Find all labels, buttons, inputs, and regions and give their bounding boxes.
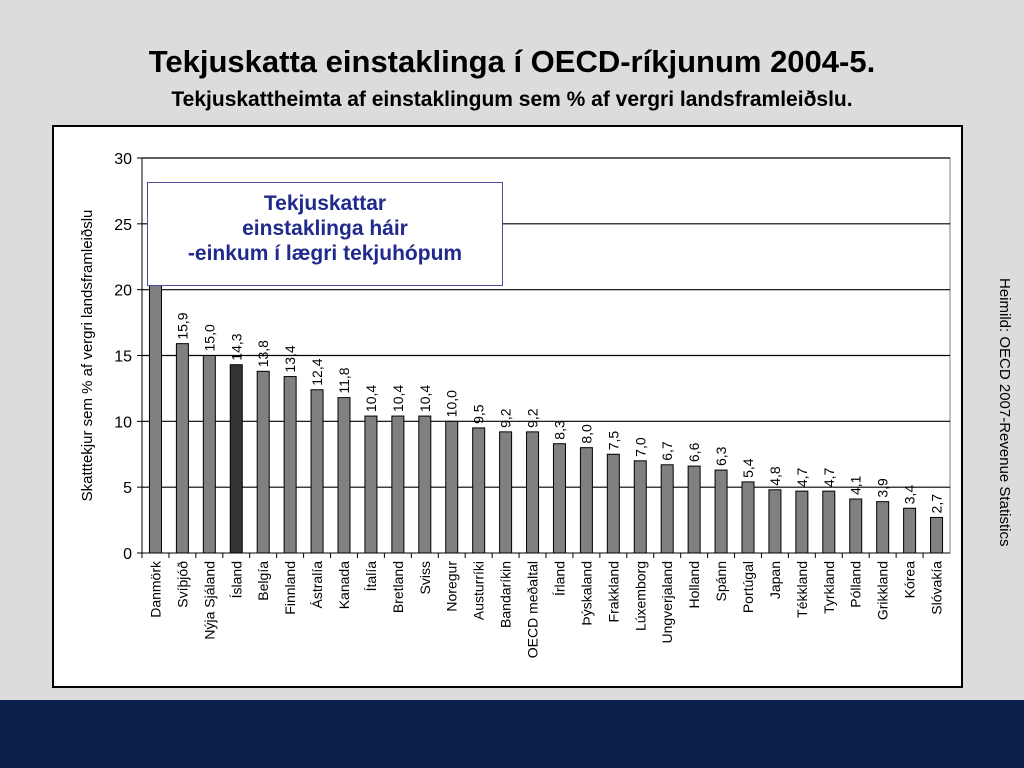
y-tick-label: 5 — [123, 480, 132, 498]
data-label: 4,7 — [793, 467, 810, 488]
bar — [527, 432, 539, 553]
bar — [365, 416, 377, 553]
callout-line-3: -einkum í lægri tekjuhópum — [187, 242, 463, 265]
x-tick-label: Belgía — [255, 561, 272, 601]
data-label: 3,4 — [901, 484, 918, 505]
bar — [769, 490, 781, 553]
data-label: 4,8 — [766, 466, 783, 486]
y-axis-label: Skatttekjur sem % af vergri landsframleiðslu — [79, 209, 96, 502]
data-label: 15,9 — [174, 312, 191, 340]
data-label: 12,4 — [309, 358, 326, 386]
bar — [607, 454, 619, 553]
slide-title: Tekjuskatta einstaklinga í OECD-ríkjunum 2004-5. — [148, 44, 876, 79]
data-label: 8,0 — [578, 424, 595, 444]
x-tick-label: OECD meðaltal — [524, 561, 541, 659]
bar — [392, 416, 404, 553]
data-label: 13,4 — [282, 345, 299, 373]
x-tick-label: Bandaríkin — [497, 561, 514, 628]
source-note — [995, 278, 1015, 588]
y-tick-label: 25 — [114, 216, 132, 234]
bar — [877, 502, 889, 553]
x-tick-label: Finnland — [282, 561, 299, 615]
x-tick-label: Svíþjóð — [174, 561, 191, 608]
x-tick-label: Kórea — [901, 561, 918, 599]
data-label: 11,8 — [336, 367, 352, 394]
x-tick-label: Lúxemborg — [632, 561, 649, 632]
x-tick-label: Tékkland — [793, 561, 810, 618]
data-label: 4,7 — [820, 467, 837, 488]
data-label: 10,4 — [416, 384, 433, 413]
data-label: 10,0 — [443, 390, 460, 418]
data-label: 15,0 — [201, 324, 218, 352]
data-label: 6,6 — [686, 442, 703, 463]
data-label: 5,4 — [740, 458, 756, 478]
y-tick-label: 30 — [114, 151, 132, 168]
bar — [311, 390, 323, 553]
data-label: 9,2 — [497, 408, 514, 428]
x-tick-label: Holland — [686, 561, 703, 609]
y-tick-label: 0 — [123, 546, 132, 563]
x-tick-label: Sviss — [416, 561, 433, 595]
bar — [904, 508, 916, 553]
bar — [176, 344, 188, 553]
data-label: 6,7 — [659, 441, 676, 461]
bar — [338, 398, 350, 553]
y-tick-label: 10 — [114, 414, 132, 432]
bar — [284, 377, 296, 553]
x-tick-label: Portúgal — [740, 561, 756, 614]
x-tick-label: Ísland — [228, 561, 245, 599]
slide-subtitle: Tekjuskattheimta af einstaklingum sem % af vergri landsframleiðslu. — [171, 88, 853, 111]
data-label: 9,5 — [470, 404, 487, 424]
bar — [203, 356, 215, 554]
bar — [661, 465, 673, 553]
x-tick-label: Tyrkland — [820, 561, 837, 614]
x-tick-label: Danmörk — [147, 561, 164, 618]
x-tick-label: Pólland — [847, 561, 864, 608]
x-tick-label: Írland — [551, 561, 568, 597]
callout-line-1: Tekjuskattar — [263, 192, 387, 215]
bar — [823, 491, 835, 553]
data-label: 3,9 — [874, 478, 891, 498]
x-tick-label: Þýskaland — [578, 561, 595, 626]
x-tick-label: Japan — [766, 561, 783, 600]
data-label: 4,1 — [847, 475, 864, 496]
bar — [230, 365, 242, 553]
x-tick-label: Grikkland — [874, 561, 891, 621]
data-label: 6,3 — [713, 446, 730, 467]
footer-band — [0, 700, 1024, 768]
x-tick-label: Austurríki — [470, 561, 487, 621]
bar — [688, 466, 700, 553]
data-label: 10,4 — [389, 384, 406, 413]
bar — [931, 517, 943, 553]
y-tick-label: 20 — [114, 282, 132, 300]
x-tick-label: Bretland — [389, 561, 406, 614]
bar — [742, 482, 754, 553]
x-tick-label: Slóvakía — [928, 561, 945, 615]
bar — [553, 444, 565, 553]
x-tick-label: Ástralía — [309, 561, 326, 609]
data-label: 13,8 — [255, 340, 272, 368]
data-label: 8,3 — [551, 420, 568, 440]
x-tick-label: Noregur — [443, 561, 460, 612]
x-tick-label: Nýja Sjáland — [201, 561, 218, 640]
bar — [500, 432, 512, 553]
bar — [850, 499, 862, 553]
bar — [580, 448, 592, 553]
bar — [257, 371, 269, 553]
data-label: 7,5 — [605, 430, 622, 451]
data-label: 14,3 — [228, 333, 245, 361]
x-tick-label: Spánn — [713, 561, 730, 602]
bar — [419, 416, 431, 553]
data-label: 2,7 — [928, 493, 945, 514]
callout-box — [147, 182, 503, 286]
bar — [634, 461, 646, 553]
callout-line-2: einstaklinga háir — [242, 217, 408, 240]
data-label: 7,0 — [632, 437, 649, 457]
bar — [796, 491, 808, 553]
x-tick-label: Kanada — [336, 561, 352, 610]
data-label: 10,4 — [362, 384, 379, 413]
x-tick-label: Frakkland — [605, 561, 622, 623]
x-tick-label: Ungverjaland — [659, 561, 676, 644]
y-tick-label: 15 — [114, 348, 132, 366]
bar — [446, 421, 458, 553]
bar — [473, 428, 485, 553]
x-tick-label: Ítalía — [362, 561, 379, 592]
bar — [715, 470, 727, 553]
data-label: 9,2 — [524, 408, 541, 428]
source-note-text: Heimild: OECD 2007-Revenue Statistics — [996, 278, 1013, 547]
